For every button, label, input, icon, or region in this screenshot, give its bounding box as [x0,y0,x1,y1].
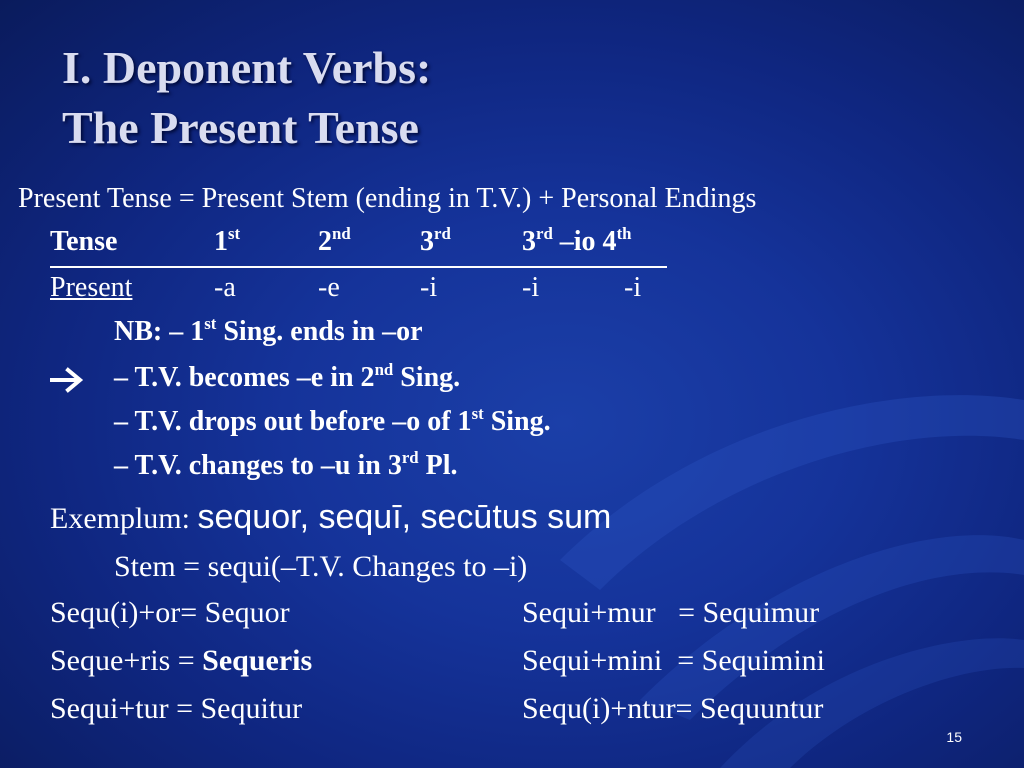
header-3rd-io-4th: 3rd –io 4th [522,224,632,257]
slide-title [62,38,431,158]
note-tv-changes-u: – T.V. changes to –u in 3rd Pl. [114,448,458,481]
header-2nd: 2nd [318,224,351,257]
conj-1st-sing: Sequ(i)+or= Sequor [50,596,290,629]
stem-line: Stem = sequi(–T.V. Changes to –i) [114,550,528,583]
note-tv-drops-out: – T.V. drops out before –o of 1st Sing. [114,404,551,437]
present-2nd: -e [318,272,340,303]
present-3rd: -i [420,272,438,303]
title-line-1: I. Deponent Verbs: [62,42,432,93]
page-number: 15 [946,729,962,745]
present-3rd-io: -i [522,272,540,303]
row-label-present: Present [50,272,133,303]
conj-2nd-sing: Seque+ris = Sequeris [50,644,313,677]
principal-parts: sequor, sequī, secūtus sum [197,498,612,536]
conj-1st-pl: Sequi+mur = Sequimur [522,596,820,629]
note-tv-becomes-e: – T.V. becomes –e in 2nd Sing. [114,360,461,393]
exemplum-line [50,498,611,537]
note-nb: NB: – 1st Sing. ends in –or [114,314,423,347]
header-1st: 1st [214,224,241,257]
conj-2nd-pl: Sequi+mini = Sequimini [522,644,826,677]
header-underline [50,266,667,268]
present-4th: -i [624,272,642,303]
conj-3rd-pl: Sequ(i)+ntur= Sequuntur [522,692,824,725]
header-3rd: 3rd [420,224,451,257]
conj-3rd-sing: Sequi+tur = Sequitur [50,692,303,725]
exemplum-label: Exemplum: [50,502,198,535]
header-tense: Tense [50,226,118,257]
definition-line: Present Tense = Present Stem (ending in T.V.) + Personal Endings [18,183,757,214]
title-line-2: The Present Tense [62,102,419,153]
right-arrow-icon [50,362,84,394]
present-1st: -a [214,272,236,303]
